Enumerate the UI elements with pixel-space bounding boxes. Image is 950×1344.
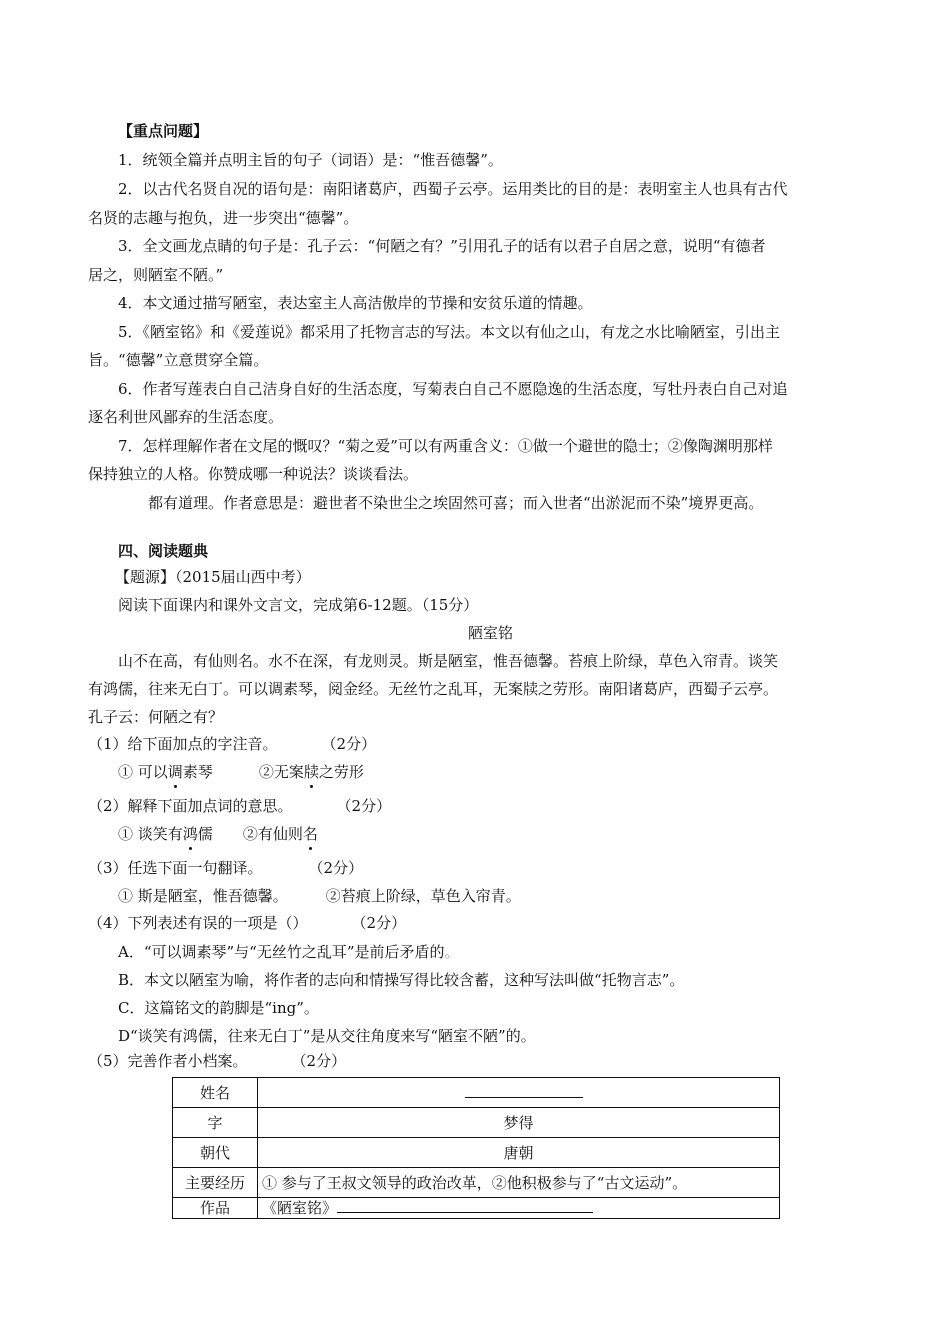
question-2-text: （2）解释下面加点词的意思。	[88, 797, 293, 815]
question-3-items: ① 斯是陋室，惟吾德馨。 ②苔痕上阶绿，草色入帘青。	[118, 887, 521, 905]
key-question-6-line-1: 6．作者写莲表白自己洁身自好的生活态度，写菊表白自己不愿隐逸的生活态度，写牡丹表白自己对追	[118, 380, 788, 398]
question-4-option-b: B．本文以陋室为喻，将作者的志向和情操写得比较含蓄，这种写法叫做“托物言志”。	[118, 971, 685, 989]
profile-value-works[interactable]: 《陋室铭》	[258, 1198, 780, 1219]
profile-value-dynasty: 唐朝	[258, 1138, 780, 1168]
question-3-text: （3）任选下面一句翻译。	[88, 859, 263, 877]
profile-key-dynasty: 朝代	[173, 1138, 258, 1168]
reading-source: 【题源】（2015届山西中考）	[115, 568, 311, 586]
key-question-7-answer: 都有道理。作者意思是：避世者不染世尘之埃固然可喜；而入世者“出淤泥而不染”境界更高。	[148, 494, 764, 512]
question-5-score: （2分）	[291, 1052, 347, 1070]
dotted-char: 牍	[303, 763, 319, 781]
question-2-score: （2分）	[336, 797, 392, 815]
passage-line-2: 有鸿儒，往来无白丁。可以调素琴，阅金经。无丝竹之乱耳，无案牍之劳形。南阳诸葛庐，西蜀子云亭。	[88, 680, 779, 698]
reading-heading: 四、阅读题典	[118, 542, 209, 560]
question-5-prompt	[88, 1051, 346, 1071]
question-2-prompt	[88, 796, 391, 816]
passage-line-1: 山不在高，有仙则名。水不在深，有龙则灵。斯是陋室，惟吾德馨。苔痕上阶绿，草色入帘青。谈笑	[118, 652, 779, 670]
key-question-7-line-2: 保持独立的人格。你赞成哪一种说法？谈谈看法。	[88, 465, 419, 483]
profile-key-works: 作品	[173, 1198, 258, 1219]
question-2-items: ① 谈笑有鸿儒 ②有仙则名	[118, 825, 318, 843]
question-5-text: （5）完善作者小档案。	[88, 1052, 248, 1070]
author-profile-table	[172, 1077, 780, 1219]
question-1-text: （1）给下面加点的字注音。	[88, 735, 278, 753]
key-question-2-line-1: 2．以古代名贤自况的语句是：南阳诸葛庐，西蜀子云亭。运用类比的目的是：表明室主人也具有古代	[118, 180, 788, 198]
question-4-score: （2分）	[351, 914, 407, 932]
passage-title: 陋室铭	[468, 624, 514, 642]
key-question-4: 4．本文通过描写陋室，表达室主人高洁傲岸的节操和安贫乐道的情趣。	[118, 294, 593, 312]
profile-value-experience: ① 参与了王叔文领导的政治改革，②他积极参与了“古文运动”。	[258, 1168, 780, 1198]
table-row	[173, 1168, 780, 1198]
question-4-option-a: A．“可以调素琴”与“无丝竹之乱耳”是前后矛盾的。	[118, 943, 460, 961]
key-question-3-line-1: 3．全文画龙点睛的句子是：孔子云：“何陋之有？”引用孔子的话有以君子自居之意，说明“有德者	[118, 237, 766, 255]
table-row	[173, 1198, 780, 1219]
question-1-score: （2分）	[321, 735, 377, 753]
profile-value-courtesy-name: 梦得	[258, 1108, 780, 1138]
dotted-char: 调	[167, 763, 183, 781]
question-3-prompt	[88, 858, 363, 878]
question-1-prompt	[88, 734, 376, 754]
key-question-3-line-2: 居之，则陋室不陋。”	[88, 266, 224, 284]
dotted-char: 鸿	[182, 825, 198, 843]
question-4-option-d: D“谈笑有鸿儒，往来无白丁”是从交往角度来写“陋室不陋”的。	[118, 1027, 536, 1045]
profile-key-courtesy-name: 字	[173, 1108, 258, 1138]
question-4-prompt	[88, 913, 406, 933]
table-row	[173, 1108, 780, 1138]
question-4-option-c: C．这篇铭文的韵脚是“ing”。	[118, 999, 319, 1017]
question-1-items: ① 可以调素琴 ②无案牍之劳形	[118, 763, 364, 781]
question-4-text: （4）下列表述有误的一项是（）	[88, 914, 308, 932]
key-question-7-line-1: 7．怎样理解作者在文尾的慨叹？“菊之爱”可以有两重含义：①做一个避世的隐士；②像陶渊明那样	[118, 437, 773, 455]
profile-key-name: 姓名	[173, 1078, 258, 1108]
question-3-score: （2分）	[308, 859, 364, 877]
key-question-6-line-2: 逐名利世风鄙弃的生活态度。	[88, 408, 284, 426]
key-questions-heading: 【重点问题】	[118, 122, 209, 140]
key-question-2-line-2: 名贤的志趣与抱负，进一步突出“德馨”。	[88, 209, 359, 227]
profile-key-experience: 主要经历	[173, 1168, 258, 1198]
profile-value-name[interactable]	[258, 1078, 780, 1108]
key-question-5-line-1: 5．《陋室铭》和《爱莲说》都采用了托物言志的写法。本文以有仙之山，有龙之水比喻陋室，引出主	[118, 323, 781, 341]
key-question-1: 1．统领全篇并点明主旨的句子（词语）是：“惟吾德馨”。	[118, 151, 503, 169]
table-row	[173, 1078, 780, 1108]
reading-instruction: 阅读下面课内和课外文言文，完成第6-12题。（15分）	[118, 596, 479, 614]
passage-line-3: 孔子云：何陋之有？	[88, 708, 224, 726]
key-question-5-line-2: 旨。“德馨”立意贯穿全篇。	[88, 351, 269, 369]
dotted-char: 名	[302, 825, 318, 843]
table-row	[173, 1138, 780, 1168]
